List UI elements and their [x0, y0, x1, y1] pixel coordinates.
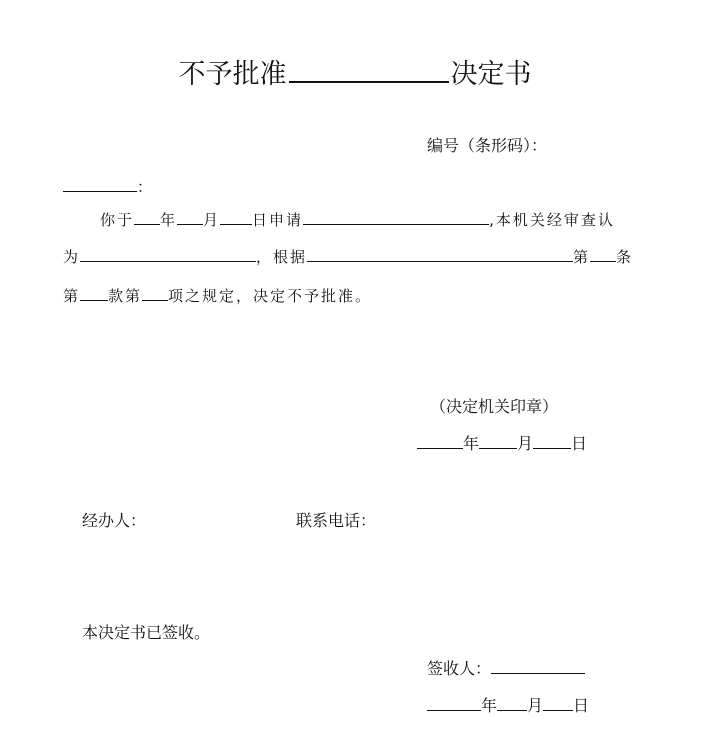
sign-year-text: 年	[481, 696, 498, 715]
addressee-line	[63, 175, 154, 197]
decision-day-text: 日	[571, 434, 588, 453]
seal-label: （决定机关印章）	[430, 397, 559, 416]
decision-year-text: 年	[463, 434, 480, 453]
clause-blank[interactable]	[80, 284, 108, 301]
signer-line	[427, 656, 585, 679]
apply-month-blank[interactable]	[177, 208, 203, 225]
text-month: 月	[203, 211, 221, 229]
apply-item-blank[interactable]	[303, 208, 489, 225]
apply-year-blank[interactable]	[134, 208, 160, 225]
sign-date	[427, 693, 589, 716]
sign-month-text: 月	[527, 696, 544, 715]
item-blank[interactable]	[142, 284, 168, 301]
addressee-colon: ：	[137, 178, 155, 196]
sign-day-text: 日	[573, 696, 590, 715]
decision-month-text: 月	[517, 434, 534, 453]
number-label: 编号（条形码）：	[427, 136, 548, 155]
text-review: ,本机关经审查认	[489, 211, 615, 229]
reason-blank[interactable]	[80, 245, 256, 262]
signer-label: 签收人：	[427, 659, 492, 678]
text-clause: 款第	[108, 287, 143, 305]
text-year: 年	[160, 211, 178, 229]
received-text: 本决定书已签收。	[82, 623, 211, 642]
title-suffix: 决定书	[450, 59, 532, 90]
paragraph-line-3	[63, 284, 372, 306]
decision-date	[417, 431, 587, 454]
text-decision: 项之规定，决定不予批准。	[168, 287, 373, 305]
apply-day-blank[interactable]	[220, 208, 252, 225]
addressee-blank[interactable]	[63, 175, 137, 192]
title-blank[interactable]	[289, 55, 449, 83]
decision-month-blank[interactable]	[479, 432, 517, 449]
text-di: 第	[63, 287, 81, 305]
text-according: ，根据	[256, 248, 308, 266]
handler-label: 经办人：	[82, 511, 147, 530]
signer-blank[interactable]	[491, 657, 585, 674]
article-blank[interactable]	[590, 245, 616, 262]
law-blank[interactable]	[307, 245, 573, 262]
paragraph-line-1	[100, 208, 615, 230]
text-you-on: 你于	[100, 211, 135, 229]
sign-year-blank[interactable]	[427, 694, 481, 711]
text-article: 条	[616, 248, 634, 266]
decision-year-blank[interactable]	[417, 432, 463, 449]
sign-day-blank[interactable]	[543, 694, 573, 711]
paragraph-line-2	[63, 245, 633, 267]
text-wei: 为	[63, 248, 81, 266]
text-article-prefix: 第	[573, 248, 591, 266]
phone-label: 联系电话：	[296, 511, 377, 530]
document-title	[0, 52, 710, 91]
text-day-apply: 日申请	[252, 211, 304, 229]
sign-month-blank[interactable]	[497, 694, 527, 711]
title-prefix: 不予批准	[178, 59, 287, 90]
decision-day-blank[interactable]	[533, 432, 571, 449]
